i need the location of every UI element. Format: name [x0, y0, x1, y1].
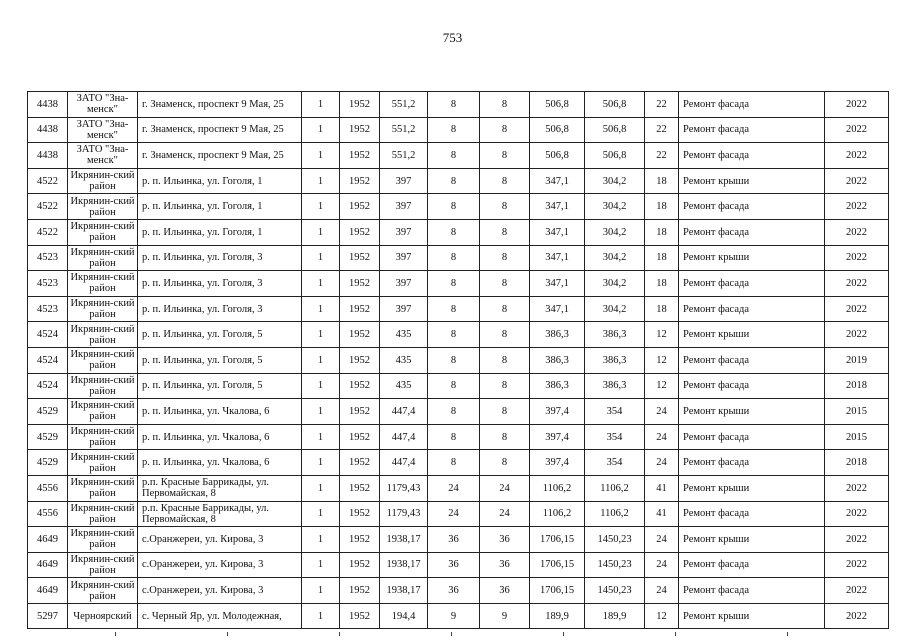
residents-cell: 12: [645, 322, 679, 348]
row-id-cell: 4649: [28, 527, 68, 553]
apartments-living-cell: 8: [480, 219, 530, 245]
count-cell: 1: [302, 475, 340, 501]
residential-area-cell: 1450,23: [585, 578, 645, 604]
plan-year-cell: 2022: [825, 92, 889, 118]
work-type-cell: Ремонт фасада: [679, 578, 825, 604]
plan-year-cell: 2022: [825, 168, 889, 194]
work-type-cell: Ремонт фасада: [679, 501, 825, 527]
year-built-cell: 1952: [340, 168, 380, 194]
year-built-cell: 1952: [340, 219, 380, 245]
table-row: [28, 245, 889, 271]
apartments-cell: 8: [428, 450, 480, 476]
address-cell: р.п. Красные Баррикады, ул. Первомайская, 8: [138, 475, 302, 501]
apartments-living-cell: 8: [480, 322, 530, 348]
work-type-cell: Ремонт фасада: [679, 373, 825, 399]
plan-year-cell: 2022: [825, 117, 889, 143]
living-area-cell: 397,4: [530, 450, 585, 476]
area-cell: Икрянин-ский район: [68, 347, 138, 373]
count-cell: 1: [302, 143, 340, 169]
living-area-cell: 347,1: [530, 296, 585, 322]
area-cell: ЗАТО "Зна-менск": [68, 143, 138, 169]
table-body: [28, 92, 889, 629]
residential-area-cell: 354: [585, 450, 645, 476]
work-type-cell: Ремонт фасада: [679, 143, 825, 169]
year-built-cell: 1952: [340, 296, 380, 322]
apartments-cell: 8: [428, 194, 480, 220]
year-built-cell: 1952: [340, 501, 380, 527]
count-cell: 1: [302, 117, 340, 143]
residents-cell: 22: [645, 117, 679, 143]
plan-year-cell: 2022: [825, 194, 889, 220]
plan-year-cell: 2022: [825, 501, 889, 527]
area-cell: Икрянин-ский район: [68, 501, 138, 527]
year-built-cell: 1952: [340, 603, 380, 629]
work-type-cell: Ремонт фасада: [679, 552, 825, 578]
residents-cell: 24: [645, 578, 679, 604]
year-built-cell: 1952: [340, 475, 380, 501]
residential-area-cell: 304,2: [585, 194, 645, 220]
apartments-cell: 8: [428, 219, 480, 245]
work-type-cell: Ремонт фасада: [679, 271, 825, 297]
area-cell: Икрянин-ский район: [68, 271, 138, 297]
row-id-cell: 4556: [28, 475, 68, 501]
plan-year-cell: 2018: [825, 450, 889, 476]
area-cell: Икрянин-ский район: [68, 475, 138, 501]
row-id-cell: 4438: [28, 92, 68, 118]
work-type-cell: Ремонт фасада: [679, 450, 825, 476]
residents-cell: 22: [645, 92, 679, 118]
area-cell: Икрянин-ский район: [68, 578, 138, 604]
apartments-cell: 8: [428, 399, 480, 425]
residential-area-cell: 304,2: [585, 168, 645, 194]
row-id-cell: 4524: [28, 322, 68, 348]
row-id-cell: 4556: [28, 501, 68, 527]
table-row: [28, 527, 889, 553]
apartments-cell: 36: [428, 552, 480, 578]
residential-area-cell: 1106,2: [585, 501, 645, 527]
apartments-cell: 8: [428, 117, 480, 143]
row-id-cell: 4649: [28, 578, 68, 604]
living-area-cell: 1706,15: [530, 527, 585, 553]
apartments-cell: 8: [428, 322, 480, 348]
count-cell: 1: [302, 424, 340, 450]
work-type-cell: Ремонт крыши: [679, 168, 825, 194]
total-area-cell: 551,2: [380, 143, 428, 169]
residents-cell: 18: [645, 168, 679, 194]
apartments-living-cell: 8: [480, 399, 530, 425]
row-id-cell: 4523: [28, 271, 68, 297]
row-id-cell: 5297: [28, 603, 68, 629]
residents-cell: 18: [645, 245, 679, 271]
table-row: [28, 347, 889, 373]
table-row: [28, 603, 889, 629]
apartments-living-cell: 36: [480, 527, 530, 553]
work-type-cell: Ремонт фасада: [679, 117, 825, 143]
residential-area-cell: 354: [585, 424, 645, 450]
residents-cell: 22: [645, 143, 679, 169]
residents-cell: 18: [645, 271, 679, 297]
total-area-cell: 447,4: [380, 399, 428, 425]
table-row: [28, 92, 889, 118]
apartments-living-cell: 24: [480, 501, 530, 527]
apartments-living-cell: 8: [480, 117, 530, 143]
area-cell: Икрянин-ский район: [68, 296, 138, 322]
total-area-cell: 447,4: [380, 424, 428, 450]
living-area-cell: 386,3: [530, 347, 585, 373]
row-id-cell: 4522: [28, 194, 68, 220]
living-area-cell: 397,4: [530, 399, 585, 425]
address-cell: р. п. Ильинка, ул. Гоголя, 3: [138, 296, 302, 322]
table-row: [28, 552, 889, 578]
total-area-cell: 397: [380, 219, 428, 245]
work-type-cell: Ремонт крыши: [679, 475, 825, 501]
residents-cell: 24: [645, 450, 679, 476]
table-row: [28, 143, 889, 169]
living-area-cell: 506,8: [530, 143, 585, 169]
row-id-cell: 4523: [28, 296, 68, 322]
table-row: [28, 373, 889, 399]
area-cell: Икрянин-ский район: [68, 450, 138, 476]
year-built-cell: 1952: [340, 373, 380, 399]
table-row: [28, 501, 889, 527]
residential-area-cell: 304,2: [585, 296, 645, 322]
count-cell: 1: [302, 219, 340, 245]
residential-area-cell: 506,8: [585, 117, 645, 143]
living-area-cell: 397,4: [530, 424, 585, 450]
count-cell: 1: [302, 603, 340, 629]
residents-cell: 24: [645, 424, 679, 450]
area-cell: Икрянин-ский район: [68, 219, 138, 245]
total-area-cell: 551,2: [380, 117, 428, 143]
total-area-cell: 397: [380, 296, 428, 322]
total-area-cell: 435: [380, 322, 428, 348]
residential-area-cell: 386,3: [585, 347, 645, 373]
apartments-living-cell: 8: [480, 92, 530, 118]
apartments-cell: 8: [428, 92, 480, 118]
table-row: [28, 475, 889, 501]
area-cell: Черноярский: [68, 603, 138, 629]
count-cell: 1: [302, 322, 340, 348]
work-type-cell: Ремонт крыши: [679, 527, 825, 553]
residential-area-cell: 304,2: [585, 245, 645, 271]
address-cell: р. п. Ильинка, ул. Гоголя, 1: [138, 219, 302, 245]
apartments-living-cell: 8: [480, 450, 530, 476]
apartments-cell: 8: [428, 296, 480, 322]
residents-cell: 12: [645, 347, 679, 373]
total-area-cell: 1938,17: [380, 578, 428, 604]
apartments-living-cell: 24: [480, 475, 530, 501]
residential-area-cell: 354: [585, 399, 645, 425]
row-id-cell: 4522: [28, 168, 68, 194]
work-type-cell: Ремонт крыши: [679, 399, 825, 425]
year-built-cell: 1952: [340, 347, 380, 373]
address-cell: г. Знаменск, проспект 9 Мая, 25: [138, 117, 302, 143]
work-type-cell: Ремонт фасада: [679, 424, 825, 450]
residents-cell: 12: [645, 373, 679, 399]
address-cell: р. п. Ильинка, ул. Гоголя, 3: [138, 271, 302, 297]
row-id-cell: 4649: [28, 552, 68, 578]
address-cell: р. п. Ильинка, ул. Чкалова, 6: [138, 450, 302, 476]
count-cell: 1: [302, 347, 340, 373]
row-id-cell: 4529: [28, 450, 68, 476]
residential-area-cell: 1106,2: [585, 475, 645, 501]
table-row: [28, 117, 889, 143]
count-cell: 1: [302, 450, 340, 476]
count-cell: 1: [302, 399, 340, 425]
row-id-cell: 4523: [28, 245, 68, 271]
area-cell: Икрянин-ский район: [68, 527, 138, 553]
residents-cell: 41: [645, 475, 679, 501]
housing-repair-table: [27, 91, 889, 629]
row-id-cell: 4438: [28, 117, 68, 143]
work-type-cell: Ремонт фасада: [679, 296, 825, 322]
apartments-living-cell: 8: [480, 143, 530, 169]
residential-area-cell: 304,2: [585, 271, 645, 297]
plan-year-cell: 2022: [825, 219, 889, 245]
row-id-cell: 4529: [28, 424, 68, 450]
apartments-living-cell: 8: [480, 373, 530, 399]
address-cell: р. п. Ильинка, ул. Гоголя, 5: [138, 322, 302, 348]
living-area-cell: 347,1: [530, 194, 585, 220]
living-area-cell: 506,8: [530, 117, 585, 143]
residential-area-cell: 189,9: [585, 603, 645, 629]
year-built-cell: 1952: [340, 527, 380, 553]
residents-cell: 12: [645, 603, 679, 629]
row-id-cell: 4524: [28, 373, 68, 399]
count-cell: 1: [302, 92, 340, 118]
apartments-cell: 8: [428, 143, 480, 169]
work-type-cell: Ремонт фасада: [679, 92, 825, 118]
total-area-cell: 551,2: [380, 92, 428, 118]
apartments-living-cell: 9: [480, 603, 530, 629]
area-cell: Икрянин-ский район: [68, 424, 138, 450]
work-type-cell: Ремонт крыши: [679, 322, 825, 348]
address-cell: р. п. Ильинка, ул. Чкалова, 6: [138, 399, 302, 425]
work-type-cell: Ремонт крыши: [679, 245, 825, 271]
work-type-cell: Ремонт фасада: [679, 219, 825, 245]
residential-area-cell: 386,3: [585, 373, 645, 399]
address-cell: р. п. Ильинка, ул. Гоголя, 1: [138, 168, 302, 194]
work-type-cell: Ремонт крыши: [679, 603, 825, 629]
page-number: 753: [442, 30, 463, 45]
residential-area-cell: 506,8: [585, 92, 645, 118]
living-area-cell: 189,9: [530, 603, 585, 629]
address-cell: р. п. Ильинка, ул. Гоголя, 1: [138, 194, 302, 220]
total-area-cell: 397: [380, 168, 428, 194]
apartments-living-cell: 36: [480, 552, 530, 578]
residential-area-cell: 1450,23: [585, 527, 645, 553]
year-built-cell: 1952: [340, 245, 380, 271]
living-area-cell: 506,8: [530, 92, 585, 118]
bottom-cut-marks: [27, 632, 888, 636]
area-cell: Икрянин-ский район: [68, 168, 138, 194]
total-area-cell: 397: [380, 271, 428, 297]
apartments-cell: 36: [428, 578, 480, 604]
living-area-cell: 386,3: [530, 322, 585, 348]
address-cell: с.Оранжереи, ул. Кирова, 3: [138, 578, 302, 604]
plan-year-cell: 2019: [825, 347, 889, 373]
address-cell: с.Оранжереи, ул. Кирова, 3: [138, 552, 302, 578]
year-built-cell: 1952: [340, 117, 380, 143]
area-cell: Икрянин-ский район: [68, 552, 138, 578]
apartments-cell: 8: [428, 424, 480, 450]
area-cell: Икрянин-ский район: [68, 245, 138, 271]
area-cell: ЗАТО "Зна-менск": [68, 92, 138, 118]
total-area-cell: 435: [380, 347, 428, 373]
living-area-cell: 347,1: [530, 168, 585, 194]
plan-year-cell: 2018: [825, 373, 889, 399]
year-built-cell: 1952: [340, 424, 380, 450]
row-id-cell: 4438: [28, 143, 68, 169]
living-area-cell: 347,1: [530, 245, 585, 271]
plan-year-cell: 2022: [825, 552, 889, 578]
apartments-living-cell: 8: [480, 347, 530, 373]
apartments-cell: 24: [428, 475, 480, 501]
count-cell: 1: [302, 245, 340, 271]
year-built-cell: 1952: [340, 552, 380, 578]
row-id-cell: 4524: [28, 347, 68, 373]
apartments-living-cell: 36: [480, 578, 530, 604]
apartments-cell: 24: [428, 501, 480, 527]
living-area-cell: 1106,2: [530, 501, 585, 527]
plan-year-cell: 2022: [825, 143, 889, 169]
apartments-cell: 9: [428, 603, 480, 629]
residential-area-cell: 506,8: [585, 143, 645, 169]
table-row: [28, 578, 889, 604]
area-cell: Икрянин-ский район: [68, 322, 138, 348]
address-cell: р. п. Ильинка, ул. Гоголя, 5: [138, 347, 302, 373]
work-type-cell: Ремонт фасада: [679, 194, 825, 220]
year-built-cell: 1952: [340, 194, 380, 220]
year-built-cell: 1952: [340, 92, 380, 118]
plan-year-cell: 2022: [825, 578, 889, 604]
count-cell: 1: [302, 194, 340, 220]
residents-cell: 41: [645, 501, 679, 527]
total-area-cell: 397: [380, 194, 428, 220]
total-area-cell: 397: [380, 245, 428, 271]
area-cell: Икрянин-ский район: [68, 399, 138, 425]
total-area-cell: 194,4: [380, 603, 428, 629]
apartments-cell: 8: [428, 245, 480, 271]
total-area-cell: 1938,17: [380, 527, 428, 553]
residents-cell: 24: [645, 399, 679, 425]
total-area-cell: 435: [380, 373, 428, 399]
apartments-living-cell: 8: [480, 296, 530, 322]
residents-cell: 24: [645, 552, 679, 578]
count-cell: 1: [302, 168, 340, 194]
area-cell: ЗАТО "Зна-менск": [68, 117, 138, 143]
year-built-cell: 1952: [340, 271, 380, 297]
residents-cell: 18: [645, 296, 679, 322]
year-built-cell: 1952: [340, 143, 380, 169]
area-cell: Икрянин-ский район: [68, 373, 138, 399]
count-cell: 1: [302, 271, 340, 297]
address-cell: с. Черный Яр, ул. Молодежная,: [138, 603, 302, 629]
residents-cell: 18: [645, 219, 679, 245]
table-row: [28, 399, 889, 425]
living-area-cell: 386,3: [530, 373, 585, 399]
table-row: [28, 450, 889, 476]
address-cell: р. п. Ильинка, ул. Гоголя, 5: [138, 373, 302, 399]
plan-year-cell: 2022: [825, 322, 889, 348]
count-cell: 1: [302, 578, 340, 604]
address-cell: р.п. Красные Баррикады, ул. Первомайская, 8: [138, 501, 302, 527]
residential-area-cell: 386,3: [585, 322, 645, 348]
plan-year-cell: 2022: [825, 527, 889, 553]
count-cell: 1: [302, 296, 340, 322]
apartments-living-cell: 8: [480, 271, 530, 297]
address-cell: с.Оранжереи, ул. Кирова, 3: [138, 527, 302, 553]
plan-year-cell: 2022: [825, 271, 889, 297]
table-row: [28, 322, 889, 348]
row-id-cell: 4522: [28, 219, 68, 245]
apartments-living-cell: 8: [480, 194, 530, 220]
table-row: [28, 271, 889, 297]
residential-area-cell: 304,2: [585, 219, 645, 245]
area-cell: Икрянин-ский район: [68, 194, 138, 220]
count-cell: 1: [302, 527, 340, 553]
apartments-living-cell: 8: [480, 168, 530, 194]
count-cell: 1: [302, 373, 340, 399]
total-area-cell: 447,4: [380, 450, 428, 476]
year-built-cell: 1952: [340, 578, 380, 604]
apartments-cell: 36: [428, 527, 480, 553]
apartments-living-cell: 8: [480, 424, 530, 450]
total-area-cell: 1938,17: [380, 552, 428, 578]
apartments-living-cell: 8: [480, 245, 530, 271]
residents-cell: 18: [645, 194, 679, 220]
address-cell: г. Знаменск, проспект 9 Мая, 25: [138, 92, 302, 118]
total-area-cell: 1179,43: [380, 501, 428, 527]
year-built-cell: 1952: [340, 399, 380, 425]
count-cell: 1: [302, 552, 340, 578]
plan-year-cell: 2022: [825, 475, 889, 501]
apartments-cell: 8: [428, 168, 480, 194]
address-cell: г. Знаменск, проспект 9 Мая, 25: [138, 143, 302, 169]
living-area-cell: 347,1: [530, 271, 585, 297]
living-area-cell: 1706,15: [530, 552, 585, 578]
living-area-cell: 1106,2: [530, 475, 585, 501]
apartments-cell: 8: [428, 347, 480, 373]
address-cell: р. п. Ильинка, ул. Гоголя, 3: [138, 245, 302, 271]
table-row: [28, 168, 889, 194]
plan-year-cell: 2022: [825, 603, 889, 629]
table-row: [28, 424, 889, 450]
apartments-cell: 8: [428, 271, 480, 297]
plan-year-cell: 2022: [825, 296, 889, 322]
table-row: [28, 296, 889, 322]
living-area-cell: 1706,15: [530, 578, 585, 604]
row-id-cell: 4529: [28, 399, 68, 425]
residents-cell: 24: [645, 527, 679, 553]
living-area-cell: 347,1: [530, 219, 585, 245]
table-row: [28, 219, 889, 245]
table-row: [28, 194, 889, 220]
residential-area-cell: 1450,23: [585, 552, 645, 578]
address-cell: р. п. Ильинка, ул. Чкалова, 6: [138, 424, 302, 450]
year-built-cell: 1952: [340, 450, 380, 476]
count-cell: 1: [302, 501, 340, 527]
plan-year-cell: 2015: [825, 424, 889, 450]
plan-year-cell: 2015: [825, 399, 889, 425]
plan-year-cell: 2022: [825, 245, 889, 271]
apartments-cell: 8: [428, 373, 480, 399]
work-type-cell: Ремонт фасада: [679, 347, 825, 373]
year-built-cell: 1952: [340, 322, 380, 348]
total-area-cell: 1179,43: [380, 475, 428, 501]
